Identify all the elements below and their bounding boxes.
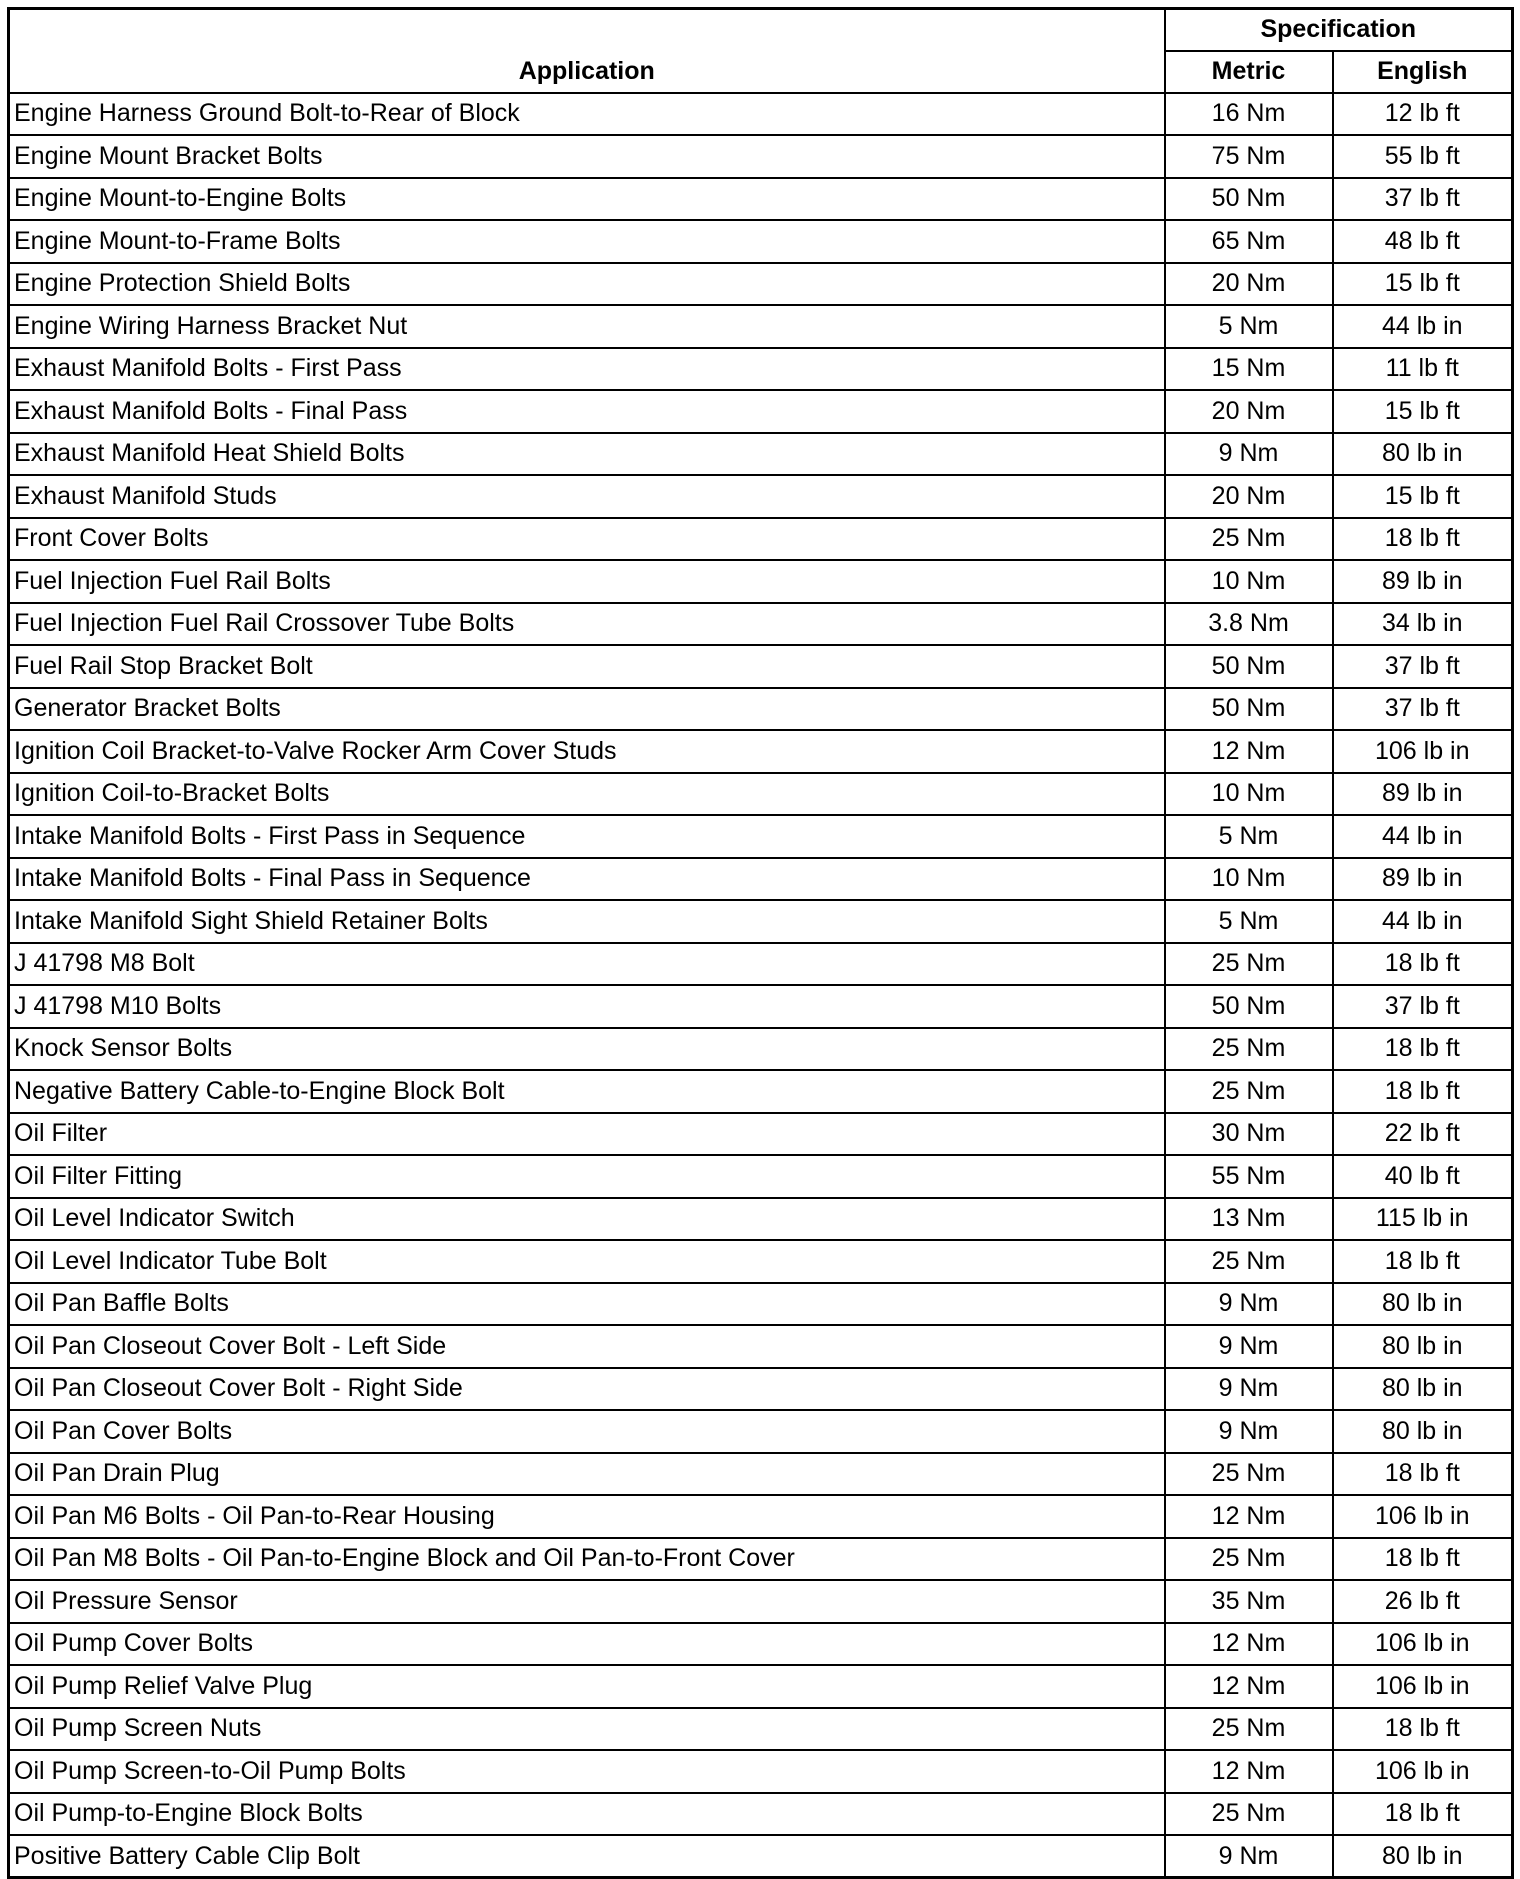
metric-cell: 65 Nm	[1165, 220, 1333, 263]
english-cell: 44 lb in	[1333, 815, 1513, 858]
metric-cell: 25 Nm	[1165, 1708, 1333, 1751]
table-row	[9, 1538, 1513, 1581]
metric-cell: 25 Nm	[1165, 1793, 1333, 1836]
table-row	[9, 943, 1513, 986]
application-cell: Oil Pan Baffle Bolts	[9, 1283, 1165, 1326]
metric-cell: 5 Nm	[1165, 305, 1333, 348]
metric-cell: 10 Nm	[1165, 560, 1333, 603]
application-cell: Ignition Coil-to-Bracket Bolts	[9, 773, 1165, 816]
application-cell: Exhaust Manifold Bolts - First Pass	[9, 348, 1165, 391]
table-row	[9, 1198, 1513, 1241]
table-row	[9, 1453, 1513, 1496]
english-cell: 44 lb in	[1333, 900, 1513, 943]
torque-spec-table	[7, 7, 1514, 1879]
english-cell: 80 lb in	[1333, 433, 1513, 476]
table-row	[9, 518, 1513, 561]
metric-cell: 75 Nm	[1165, 135, 1333, 178]
table-header	[9, 9, 1513, 93]
metric-cell: 25 Nm	[1165, 1538, 1333, 1581]
table-row	[9, 305, 1513, 348]
application-header: Application	[9, 9, 1165, 93]
english-cell: 37 lb ft	[1333, 178, 1513, 221]
english-cell: 106 lb in	[1333, 730, 1513, 773]
metric-cell: 9 Nm	[1165, 1325, 1333, 1368]
application-cell: Exhaust Manifold Bolts - Final Pass	[9, 390, 1165, 433]
english-cell: 89 lb in	[1333, 560, 1513, 603]
english-cell: 18 lb ft	[1333, 943, 1513, 986]
application-cell: J 41798 M8 Bolt	[9, 943, 1165, 986]
application-cell: Engine Harness Ground Bolt-to-Rear of Block	[9, 93, 1165, 136]
application-cell: Fuel Injection Fuel Rail Bolts	[9, 560, 1165, 603]
english-cell: 80 lb in	[1333, 1835, 1513, 1878]
metric-cell: 9 Nm	[1165, 1410, 1333, 1453]
table-row	[9, 390, 1513, 433]
table-row	[9, 1240, 1513, 1283]
english-cell: 106 lb in	[1333, 1665, 1513, 1708]
application-cell: Oil Pump Screen-to-Oil Pump Bolts	[9, 1750, 1165, 1793]
metric-cell: 25 Nm	[1165, 1028, 1333, 1071]
metric-cell: 16 Nm	[1165, 93, 1333, 136]
table-row	[9, 263, 1513, 306]
header-row-1	[9, 9, 1513, 51]
application-cell: Oil Pan M6 Bolts - Oil Pan-to-Rear Housing	[9, 1495, 1165, 1538]
table-row	[9, 135, 1513, 178]
application-cell: Oil Pump-to-Engine Block Bolts	[9, 1793, 1165, 1836]
english-header: English	[1333, 51, 1513, 93]
metric-cell: 12 Nm	[1165, 1750, 1333, 1793]
application-cell: Fuel Injection Fuel Rail Crossover Tube Bolts	[9, 603, 1165, 646]
metric-cell: 5 Nm	[1165, 900, 1333, 943]
metric-cell: 15 Nm	[1165, 348, 1333, 391]
metric-cell: 25 Nm	[1165, 943, 1333, 986]
english-cell: 106 lb in	[1333, 1623, 1513, 1666]
application-cell: Oil Pressure Sensor	[9, 1580, 1165, 1623]
application-cell: Oil Pan Cover Bolts	[9, 1410, 1165, 1453]
application-cell: Oil Pan Drain Plug	[9, 1453, 1165, 1496]
application-cell: Negative Battery Cable-to-Engine Block Bolt	[9, 1070, 1165, 1113]
application-cell: Oil Filter Fitting	[9, 1155, 1165, 1198]
metric-cell: 20 Nm	[1165, 390, 1333, 433]
application-cell: Oil Pump Screen Nuts	[9, 1708, 1165, 1751]
english-cell: 89 lb in	[1333, 773, 1513, 816]
application-cell: Oil Pump Relief Valve Plug	[9, 1665, 1165, 1708]
table-row	[9, 1835, 1513, 1878]
table-row	[9, 688, 1513, 731]
application-cell: Intake Manifold Sight Shield Retainer Bolts	[9, 900, 1165, 943]
metric-cell: 3.8 Nm	[1165, 603, 1333, 646]
metric-cell: 50 Nm	[1165, 645, 1333, 688]
table-row	[9, 1580, 1513, 1623]
metric-cell: 25 Nm	[1165, 518, 1333, 561]
table-row	[9, 433, 1513, 476]
table-row	[9, 773, 1513, 816]
application-cell: Exhaust Manifold Studs	[9, 475, 1165, 518]
english-cell: 15 lb ft	[1333, 263, 1513, 306]
metric-cell: 50 Nm	[1165, 178, 1333, 221]
english-cell: 80 lb in	[1333, 1368, 1513, 1411]
metric-cell: 9 Nm	[1165, 1368, 1333, 1411]
application-cell: J 41798 M10 Bolts	[9, 985, 1165, 1028]
english-cell: 26 lb ft	[1333, 1580, 1513, 1623]
application-cell: Oil Pan Closeout Cover Bolt - Left Side	[9, 1325, 1165, 1368]
english-cell: 106 lb in	[1333, 1495, 1513, 1538]
metric-cell: 20 Nm	[1165, 475, 1333, 518]
application-cell: Oil Level Indicator Switch	[9, 1198, 1165, 1241]
metric-cell: 10 Nm	[1165, 858, 1333, 901]
table-row	[9, 1368, 1513, 1411]
english-cell: 40 lb ft	[1333, 1155, 1513, 1198]
table-row	[9, 93, 1513, 136]
english-cell: 18 lb ft	[1333, 1453, 1513, 1496]
table-row	[9, 475, 1513, 518]
table-row	[9, 1410, 1513, 1453]
table-row	[9, 858, 1513, 901]
metric-cell: 13 Nm	[1165, 1198, 1333, 1241]
metric-cell: 50 Nm	[1165, 688, 1333, 731]
application-cell: Engine Mount Bracket Bolts	[9, 135, 1165, 178]
table-row	[9, 985, 1513, 1028]
english-cell: 106 lb in	[1333, 1750, 1513, 1793]
metric-cell: 12 Nm	[1165, 1623, 1333, 1666]
table-row	[9, 178, 1513, 221]
english-cell: 37 lb ft	[1333, 985, 1513, 1028]
table-body	[9, 93, 1513, 1878]
english-cell: 37 lb ft	[1333, 688, 1513, 731]
metric-cell: 9 Nm	[1165, 1283, 1333, 1326]
english-cell: 34 lb in	[1333, 603, 1513, 646]
application-cell: Ignition Coil Bracket-to-Valve Rocker Arm Cover Studs	[9, 730, 1165, 773]
application-cell: Intake Manifold Bolts - First Pass in Sequence	[9, 815, 1165, 858]
metric-cell: 12 Nm	[1165, 1665, 1333, 1708]
application-cell: Oil Pan M8 Bolts - Oil Pan-to-Engine Block and Oil Pan-to-Front Cover	[9, 1538, 1165, 1581]
application-cell: Oil Level Indicator Tube Bolt	[9, 1240, 1165, 1283]
english-cell: 18 lb ft	[1333, 1028, 1513, 1071]
english-cell: 48 lb ft	[1333, 220, 1513, 263]
metric-cell: 25 Nm	[1165, 1240, 1333, 1283]
english-cell: 11 lb ft	[1333, 348, 1513, 391]
metric-cell: 20 Nm	[1165, 263, 1333, 306]
metric-cell: 5 Nm	[1165, 815, 1333, 858]
table-row	[9, 1665, 1513, 1708]
table-row	[9, 1070, 1513, 1113]
table-row	[9, 560, 1513, 603]
application-cell: Oil Pump Cover Bolts	[9, 1623, 1165, 1666]
metric-cell: 9 Nm	[1165, 433, 1333, 476]
table-row	[9, 815, 1513, 858]
specification-header: Specification	[1165, 9, 1513, 51]
table-row	[9, 1708, 1513, 1751]
english-cell: 80 lb in	[1333, 1325, 1513, 1368]
english-cell: 18 lb ft	[1333, 1240, 1513, 1283]
table-row	[9, 1495, 1513, 1538]
metric-cell: 50 Nm	[1165, 985, 1333, 1028]
metric-cell: 30 Nm	[1165, 1113, 1333, 1156]
table-row	[9, 900, 1513, 943]
english-cell: 55 lb ft	[1333, 135, 1513, 178]
table-row	[9, 1028, 1513, 1071]
metric-cell: 25 Nm	[1165, 1070, 1333, 1113]
table-row	[9, 1113, 1513, 1156]
application-cell: Engine Protection Shield Bolts	[9, 263, 1165, 306]
metric-cell: 12 Nm	[1165, 730, 1333, 773]
application-cell: Intake Manifold Bolts - Final Pass in Sequence	[9, 858, 1165, 901]
table-row	[9, 603, 1513, 646]
application-cell: Positive Battery Cable Clip Bolt	[9, 1835, 1165, 1878]
application-cell: Exhaust Manifold Heat Shield Bolts	[9, 433, 1165, 476]
english-cell: 15 lb ft	[1333, 475, 1513, 518]
application-cell: Front Cover Bolts	[9, 518, 1165, 561]
table-row	[9, 348, 1513, 391]
english-cell: 22 lb ft	[1333, 1113, 1513, 1156]
english-cell: 15 lb ft	[1333, 390, 1513, 433]
english-cell: 18 lb ft	[1333, 1793, 1513, 1836]
english-cell: 80 lb in	[1333, 1283, 1513, 1326]
application-cell: Oil Filter	[9, 1113, 1165, 1156]
table-row	[9, 1750, 1513, 1793]
english-cell: 18 lb ft	[1333, 1070, 1513, 1113]
application-cell: Generator Bracket Bolts	[9, 688, 1165, 731]
table-row	[9, 730, 1513, 773]
english-cell: 37 lb ft	[1333, 645, 1513, 688]
application-cell: Engine Mount-to-Frame Bolts	[9, 220, 1165, 263]
english-cell: 89 lb in	[1333, 858, 1513, 901]
application-cell: Oil Pan Closeout Cover Bolt - Right Side	[9, 1368, 1165, 1411]
table-row	[9, 1623, 1513, 1666]
english-cell: 18 lb ft	[1333, 1538, 1513, 1581]
table-row	[9, 1325, 1513, 1368]
application-cell: Engine Mount-to-Engine Bolts	[9, 178, 1165, 221]
metric-cell: 35 Nm	[1165, 1580, 1333, 1623]
table-row	[9, 1793, 1513, 1836]
metric-cell: 10 Nm	[1165, 773, 1333, 816]
english-cell: 18 lb ft	[1333, 518, 1513, 561]
table-row	[9, 1283, 1513, 1326]
table-row	[9, 1155, 1513, 1198]
metric-cell: 25 Nm	[1165, 1453, 1333, 1496]
metric-cell: 9 Nm	[1165, 1835, 1333, 1878]
english-cell: 12 lb ft	[1333, 93, 1513, 136]
english-cell: 115 lb in	[1333, 1198, 1513, 1241]
english-cell: 80 lb in	[1333, 1410, 1513, 1453]
metric-cell: 55 Nm	[1165, 1155, 1333, 1198]
table-row	[9, 645, 1513, 688]
application-cell: Knock Sensor Bolts	[9, 1028, 1165, 1071]
english-cell: 44 lb in	[1333, 305, 1513, 348]
metric-cell: 12 Nm	[1165, 1495, 1333, 1538]
table-row	[9, 220, 1513, 263]
metric-header: Metric	[1165, 51, 1333, 93]
application-cell: Fuel Rail Stop Bracket Bolt	[9, 645, 1165, 688]
application-cell: Engine Wiring Harness Bracket Nut	[9, 305, 1165, 348]
english-cell: 18 lb ft	[1333, 1708, 1513, 1751]
